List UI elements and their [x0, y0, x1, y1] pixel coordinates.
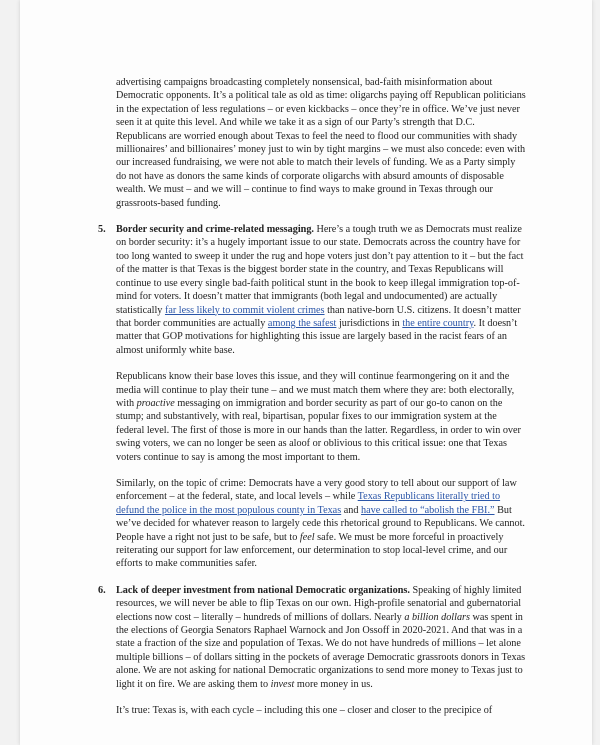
list-number: 5.	[98, 224, 106, 236]
paragraph-border-security: Border security and crime-related messaging. Here’s a tough truth we as Democrats must realize on border security: it’s a hugely important issue to our state. Democrats across the country have for too long wanted to sweep it under the rug and hope voters just don’t pay attention to it – but the fact of the matter is that Texas is the biggest border state in the country, and Texas Republicans will continue to use every single bad-faith political stunt in the book to keep illegal immigration top-of-mind for voters. It doesn’t matter that immigrants (both legal and undocumented) are actually statistically far less likely to commit violent crimes than native-born U.S. citizens. It doesn’t matter that border communities are actually among the safest jurisdictions in the entire country. It doesn’t matter that GOP motivations for highlighting this issue are largely based in the racist fears of an almost uniformly white base.	[116, 224, 524, 356]
paragraph-funding: advertising campaigns broadcasting completely nonsensical, bad-faith misinformation about Democratic opponents. It’s a political tale as old as time: oligarchs paying off Republican politicians in the expectation of less regulations – or even kickbacks – once they’re in office. We’ve just never seen it at quite this level. And while we take it as a sign of our Party’s strength that D.C. Republicans are worried enough about Texas to feel the need to flood our communities with shady millionaires’ and billionaires’ money just to win by tight margins – we must also concede: even with our increased fundraising, we were not able to match their levels of funding. We as a Party simply do not have as donors the same kinds of corporate oligarchs with absurd amounts of disposable wealth. We must – and we will – continue to find ways to make ground in Texas through our grassroots-based funding.	[116, 77, 526, 209]
list-item-6	[98, 584, 526, 691]
paragraph-closing: It’s true: Texas is, with each cycle – including this one – closer and closer to the precipice of	[116, 705, 493, 717]
paragraph-national-investment: Lack of deeper investment from national Democratic organizations. Speaking of highly limited resources, we will never be able to flip Texas on our own. High-profile senatorial and gubernatorial elections now cost – literally – hundreds of millions of dollars. Nearly a billion dollars was spent in the elections of Georgia Senators Raphael Warnock and Jon Ossoff in 2020-2021. And that was in a state a fraction of the size and population of Texas. We do not have hundreds of millions – let alone multiple billions – of dollars sitting in the pockets of average Democratic grassroots donors in Texas alone. We are not asking for national Democratic organizations to send more money to Texas just to light it on fire. We are asking them to invest more money in us.	[116, 584, 526, 690]
list-item-5	[98, 223, 526, 571]
link-abolish-fbi[interactable]: have called to “abolish the FBI.”	[360, 504, 495, 516]
list-number: 6.	[98, 584, 106, 596]
paragraph-fearmongering: Republicans know their base loves this issue, and they will continue fearmongering on it and the media will continue to play their tune – and we must match them where they are: both electorally, with proactive messaging on immigration and border security as part of our go-to canon on the stump; and substantively, with real, bipartisan, popular fixes to our immigration system at the federal level. The first of those is more in our hands than the latter. Regardless, in order to win over swing voters, we can no longer be seen as aloof or oblivious to this critical issue: one that Texas voters continue to say is among the most important to them.	[116, 371, 521, 463]
document-body	[98, 76, 526, 730]
link-entire-country[interactable]: the entire country	[402, 317, 474, 329]
link-violent-crimes[interactable]: far less likely to commit violent crimes	[164, 304, 325, 316]
section-heading: Border security and crime-related messaging.	[116, 224, 314, 236]
section-heading: Lack of deeper investment from national Democratic organizations.	[116, 584, 410, 596]
paragraph-crime: Similarly, on the topic of crime: Democrats have a very good story to tell about our support of law enforcement – at the federal, state, and local levels – while Texas Republicans literally tried to defund the police in the most populous county in Texas and have called to “abolish the FBI.” But we’ve decided for whatever reason to largely cede this rhetorical ground to Republicans. We cannot. People have a right not just to be safe, but to feel safe. We must be more forceful in proactively reiterating our support for law enforcement, our determination to stop local-level crime, and our efforts to make communities safer.	[116, 477, 525, 570]
document-page	[20, 0, 592, 745]
link-among-the-safest[interactable]: among the safest	[267, 317, 337, 329]
link-defund-police[interactable]: Texas Republicans literally tried to defund the police in the most populous county in Texas	[116, 491, 501, 516]
